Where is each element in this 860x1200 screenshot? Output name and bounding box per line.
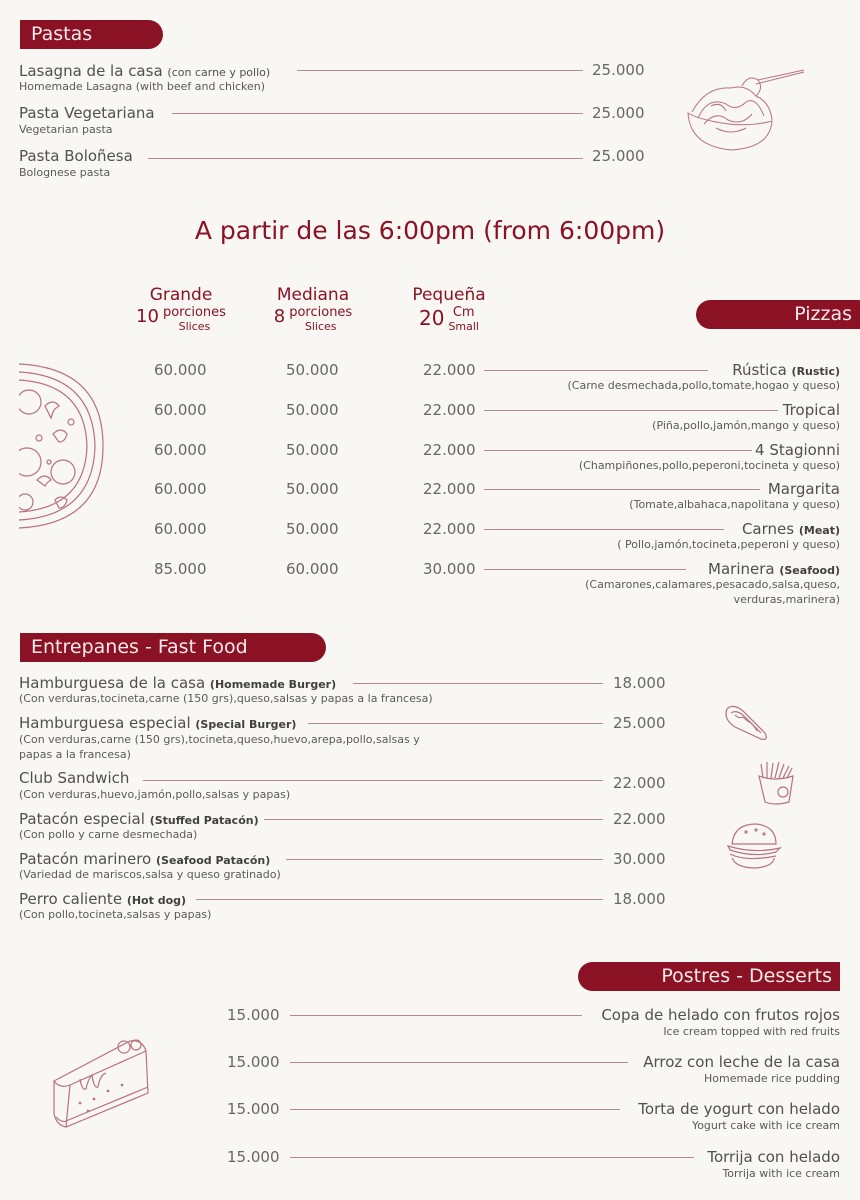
item-name: Hamburguesa de la casa (Homemade Burger) — [19, 674, 337, 692]
size-unit: Cm — [452, 305, 475, 320]
price-mediana: 50.000 — [286, 441, 339, 459]
size-count: 20 — [418, 306, 445, 330]
item-description: (Con verduras,huevo,jamón,pollo,salsas y papas) — [19, 788, 291, 801]
item-price: 30.000 — [613, 850, 666, 868]
item-price: 15.000 — [227, 1100, 280, 1118]
item-name: Arroz con leche de la casa — [643, 1053, 840, 1071]
leader-line — [290, 1109, 620, 1110]
section-header-fastfood — [20, 633, 326, 662]
price-grande: 60.000 — [154, 401, 207, 419]
section-header-pizzas — [696, 300, 860, 329]
item-name: Patacón especial (Stuffed Patacón) — [19, 810, 259, 828]
section-header-pastas — [20, 20, 163, 49]
item-subtitle: Vegetarian pasta — [19, 123, 113, 136]
item-name: Margarita — [767, 480, 840, 498]
leader-line — [143, 780, 603, 781]
item-name: Perro caliente (Hot dog) — [19, 890, 187, 908]
leader-line — [484, 529, 724, 530]
pizza-size-pequena — [396, 285, 502, 334]
item-name: Marinera (Seafood) — [708, 560, 840, 578]
leader-line — [286, 859, 603, 860]
leader-line — [264, 819, 603, 820]
leader-line — [484, 569, 686, 570]
price-mediana: 50.000 — [286, 480, 339, 498]
pizza-size-mediana — [260, 285, 366, 334]
price-pequena: 22.000 — [423, 480, 476, 498]
item-description: (Con pollo y carne desmechada) — [19, 828, 198, 841]
item-description: (Piña,pollo,jamón,mango y queso) — [652, 419, 840, 432]
size-unit: porciones — [162, 305, 226, 320]
section-title: Postres - Desserts — [661, 965, 832, 987]
price-pequena: 22.000 — [423, 401, 476, 419]
price-pequena: 22.000 — [423, 520, 476, 538]
section-title: Pizzas — [794, 303, 852, 325]
item-name: Club Sandwich — [19, 769, 130, 787]
item-subtitle: Homemade rice pudding — [703, 1072, 840, 1085]
item-price: 15.000 — [227, 1006, 280, 1024]
item-price: 25.000 — [592, 147, 645, 165]
burger-icon — [726, 822, 782, 870]
pasta-bowl-icon — [686, 66, 810, 154]
price-mediana: 50.000 — [286, 401, 339, 419]
item-description: (Variedad de mariscos,salsa y queso gratinado) — [19, 868, 281, 881]
item-name: Rústica (Rustic) — [732, 361, 840, 379]
item-price: 25.000 — [592, 61, 645, 79]
price-grande: 60.000 — [154, 480, 207, 498]
item-description: ( Pollo,jamón,tocineta,peperoni y queso) — [617, 538, 840, 551]
section-header-desserts — [578, 962, 840, 991]
schedule-note: A partir de las 6:00pm (from 6:00pm) — [194, 216, 666, 245]
leader-line — [172, 113, 583, 114]
leader-line — [290, 1157, 694, 1158]
item-subtitle: Ice cream topped with red fruits — [663, 1025, 840, 1038]
item-name: Lasagna de la casa (con carne y pollo) — [19, 62, 271, 80]
item-name: 4 Stagionni — [755, 441, 840, 459]
item-name: Torta de yogurt con helado — [638, 1100, 840, 1118]
section-title: Pastas — [31, 23, 93, 45]
item-description: (Carne desmechada,pollo,tomate,hogao y queso) — [567, 379, 840, 392]
price-grande: 60.000 — [154, 520, 207, 538]
leader-line — [308, 723, 603, 724]
item-name: Copa de helado con frutos rojos — [601, 1006, 840, 1024]
size-count: 8 — [273, 306, 286, 327]
item-name: Carnes (Meat) — [741, 520, 840, 538]
leader-line — [484, 410, 778, 411]
item-name: Patacón marinero (Seafood Patacón) — [19, 850, 271, 868]
item-price: 15.000 — [227, 1053, 280, 1071]
size-unit-en: Slices — [178, 320, 211, 333]
item-price: 18.000 — [613, 890, 666, 908]
size-unit-en: Slices — [304, 320, 337, 333]
item-price: 22.000 — [613, 774, 666, 792]
size-label: Grande — [149, 285, 213, 305]
item-price: 15.000 — [227, 1148, 280, 1166]
leader-line — [484, 489, 760, 490]
price-pequena: 30.000 — [423, 560, 476, 578]
item-name: Torrija con helado — [707, 1148, 840, 1166]
size-count: 10 — [136, 306, 159, 327]
item-price: 25.000 — [613, 714, 666, 732]
leader-line — [353, 683, 603, 684]
item-price: 25.000 — [592, 104, 645, 122]
item-subtitle: Torrija with ice cream — [722, 1167, 840, 1180]
price-grande: 60.000 — [154, 361, 207, 379]
price-pequena: 22.000 — [423, 441, 476, 459]
leader-line — [290, 1015, 582, 1016]
section-title: Entrepanes - Fast Food — [31, 636, 248, 658]
price-grande: 85.000 — [154, 560, 207, 578]
pizza-size-grande — [128, 285, 234, 334]
size-label: Pequeña — [412, 285, 486, 305]
leader-line — [484, 450, 752, 451]
item-name: Pasta Boloñesa — [19, 147, 133, 165]
hotdog-icon — [723, 703, 771, 743]
price-mediana: 60.000 — [286, 560, 339, 578]
item-name: Tropical — [782, 401, 840, 419]
item-price: 18.000 — [613, 674, 666, 692]
item-name: Hamburguesa especial (Special Burger) — [19, 714, 297, 732]
item-description: (Con verduras,carne (150 grs),tocineta,queso,huevo,arepa,pollo,salsas y papas a la francesa) — [19, 733, 420, 761]
leader-line — [196, 899, 603, 900]
leader-line — [148, 158, 583, 159]
fries-icon — [757, 760, 795, 806]
item-description: (Con verduras,tocineta,carne (150 grs),queso,salsas y papas a la francesa) — [19, 692, 433, 705]
item-description: (Con pollo,tocineta,salsas y papas) — [19, 908, 212, 921]
size-label: Mediana — [276, 285, 350, 305]
item-description: (Camarones,calamares,pesacado,salsa,queso, verduras,marinera) — [585, 578, 840, 606]
leader-line — [484, 370, 708, 371]
price-mediana: 50.000 — [286, 361, 339, 379]
item-price: 22.000 — [613, 810, 666, 828]
price-mediana: 50.000 — [286, 520, 339, 538]
price-grande: 60.000 — [154, 441, 207, 459]
item-subtitle: Yogurt cake with ice cream — [691, 1119, 840, 1132]
item-subtitle: Bolognese pasta — [19, 166, 111, 179]
item-name: Pasta Vegetariana — [19, 104, 155, 122]
pizza-icon — [19, 362, 105, 530]
item-subtitle: Homemade Lasagna (with beef and chicken) — [19, 80, 266, 93]
leader-line — [297, 70, 583, 71]
item-description: (Champiñones,pollo,peperoni,tocineta y queso) — [578, 459, 840, 472]
leader-line — [290, 1062, 628, 1063]
size-unit: porciones — [289, 305, 353, 320]
cake-slice-icon — [50, 1033, 154, 1129]
price-pequena: 22.000 — [423, 361, 476, 379]
size-unit-en: Small — [448, 320, 479, 333]
item-description: (Tomate,albahaca,napolitana y queso) — [629, 498, 840, 511]
